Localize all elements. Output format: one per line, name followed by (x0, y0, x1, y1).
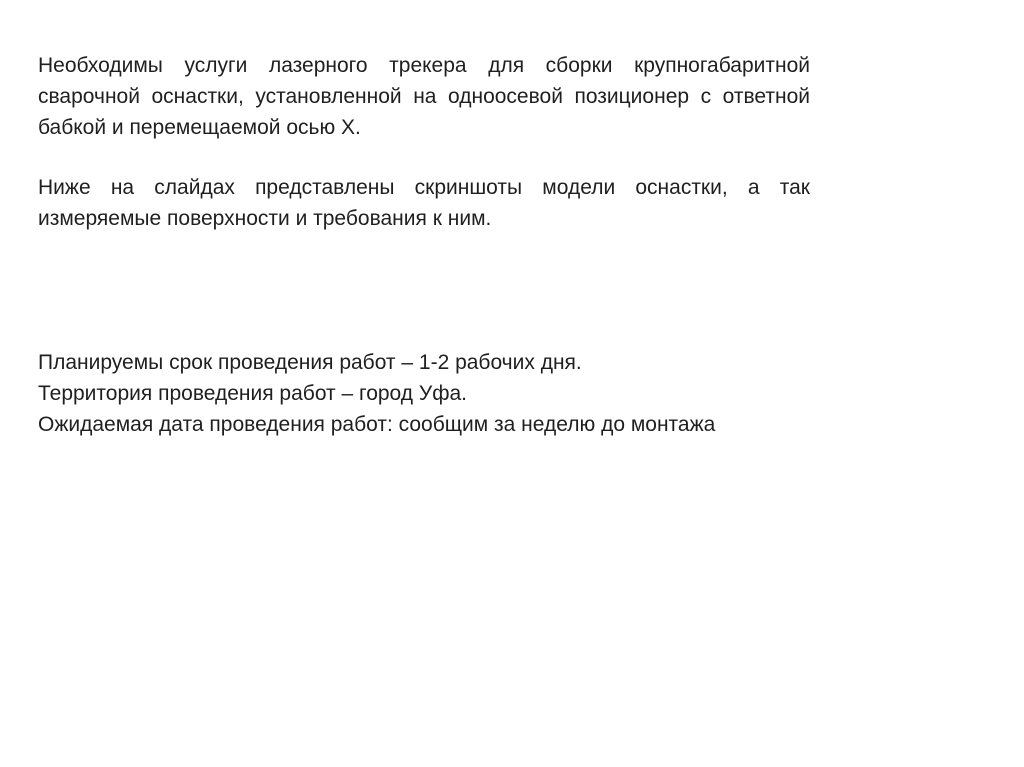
request-paragraph (38, 50, 810, 143)
screenshots-text: Ниже на слайдах представлены скриншоты модели оснастки, а так измеряемые поверхности и требования к ним. (38, 176, 810, 230)
work-duration-line: Планируемы срок проведения работ – 1-2 рабочих дня. (38, 351, 582, 374)
request-text: Необходимы услуги лазерного трекера для сборки крупногабаритной сварочной оснастки, установленной на одноосевой позиционер с ответной бабкой и перемещаемой осью X. (38, 54, 810, 139)
screenshots-paragraph (38, 172, 810, 234)
work-date-line: Ожидаемая дата проведения работ: сообщим за неделю до монтажа (38, 413, 716, 436)
work-location-line: Территория проведения работ – город Уфа. (38, 382, 467, 405)
work-details (38, 347, 838, 440)
